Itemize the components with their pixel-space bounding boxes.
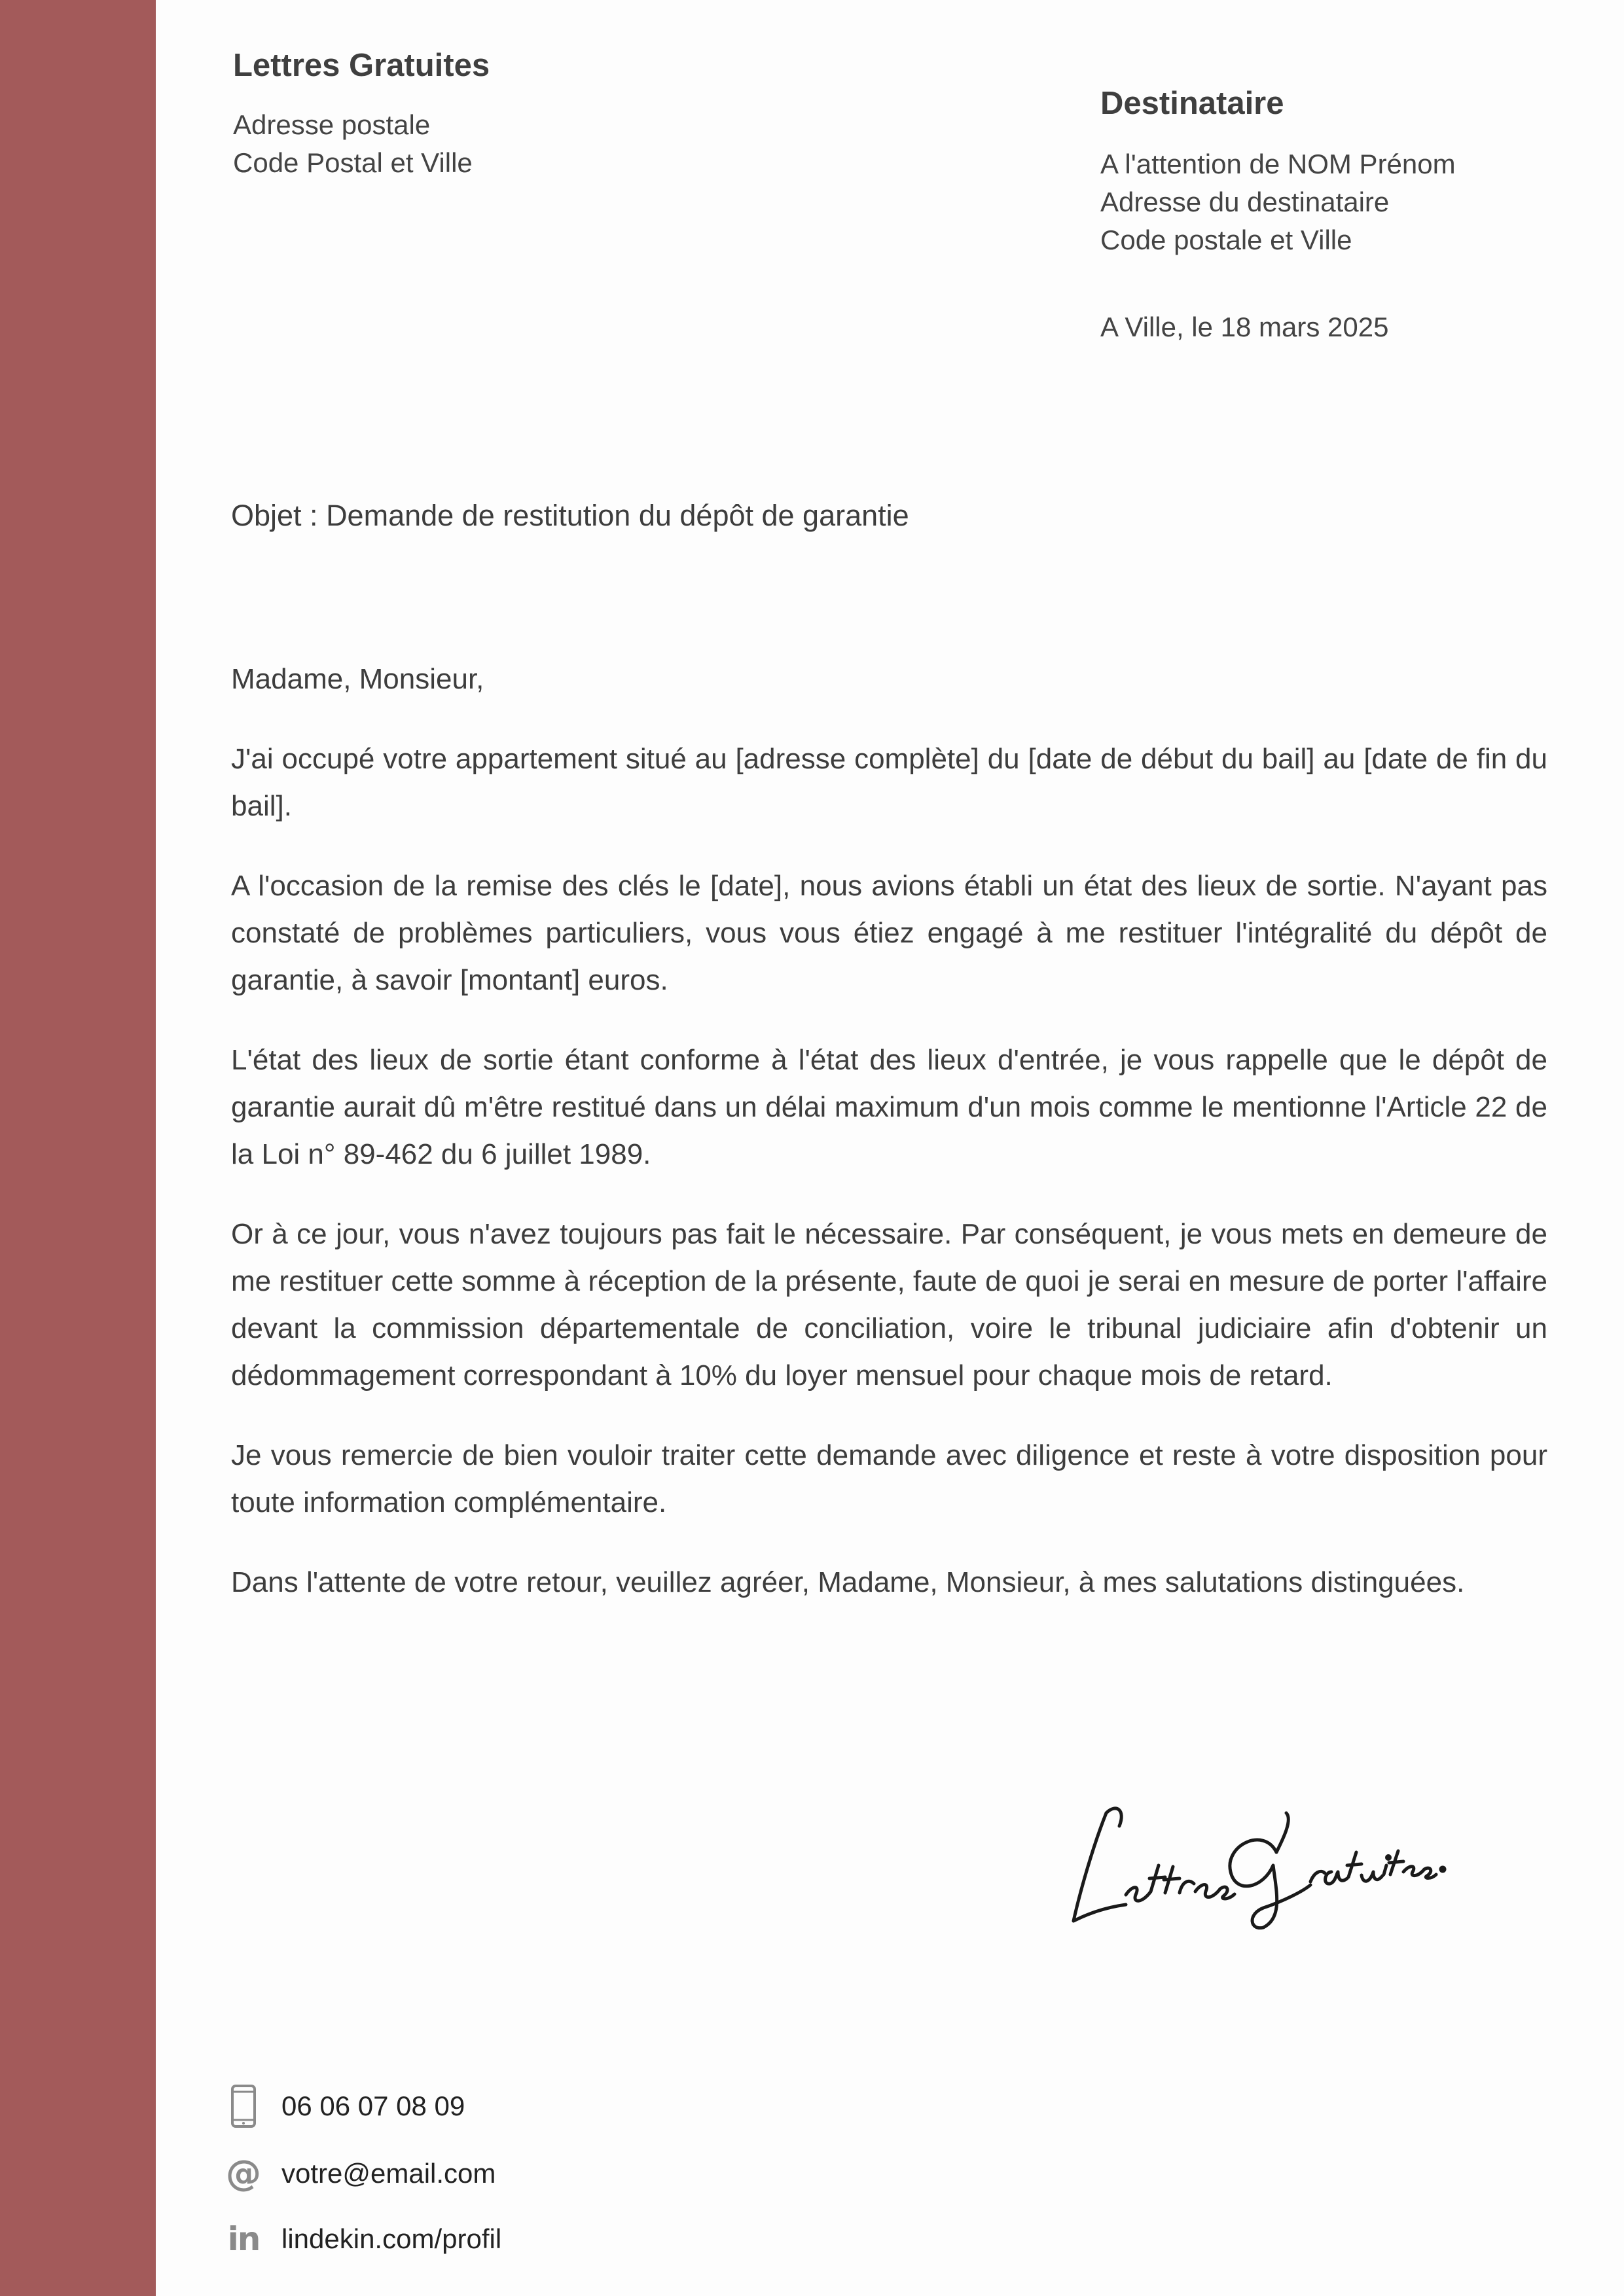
smartphone-icon bbox=[229, 2083, 258, 2129]
recipient-attention-line: A l'attention de NOM Prénom bbox=[1100, 149, 1456, 179]
contact-email bbox=[226, 2151, 496, 2197]
closing-paragraph: Dans l'attente de votre retour, veuillez agréer, Madame, Monsieur, à mes salutations distinguées. bbox=[231, 1566, 1465, 1598]
recipient-title: Destinataire bbox=[1100, 86, 1284, 121]
sender-address bbox=[233, 106, 473, 182]
sender-postal-city: Code Postal et Ville bbox=[233, 147, 473, 178]
body-paragraph: L'état des lieux de sortie étant conforme à l'état des lieux d'entrée, je vous rappelle que le dépôt de garantie aurait dû m'être restitué dans un délai maximum d'un mois comme le mentionne l'Article 22 de la Loi n° 89-462 du 6 juillet 1989. bbox=[231, 1044, 1547, 1170]
contact-website bbox=[229, 2216, 501, 2262]
handwritten-signature bbox=[1067, 1774, 1447, 1944]
email-address: votre@email.com bbox=[281, 2158, 496, 2189]
sender-address-line: Adresse postale bbox=[233, 109, 431, 140]
greeting: Madame, Monsieur, bbox=[231, 663, 484, 695]
body-paragraph: Je vous remercie de bien vouloir traiter cette demande avec diligence et reste à votre disposition pour toute information complémentaire. bbox=[231, 1439, 1547, 1518]
recipient-address-line: Adresse du destinataire bbox=[1100, 187, 1390, 217]
side-color-band bbox=[0, 0, 156, 2296]
recipient-address bbox=[1100, 145, 1456, 259]
body-paragraph: Or à ce jour, vous n'avez toujours pas fait le nécessaire. Par conséquent, je vous mets en demeure de me restituer cette somme à réception de la présente, faute de quoi je serai en mesure de porter l'affaire devant la commission départementale de conciliation, voire le tribunal judiciaire afin d'obtenir un dédommagement correspondant à 10% du loyer mensuel pour chaque mois de retard. bbox=[231, 1218, 1547, 1391]
sender-name: Lettres Gratuites bbox=[233, 48, 490, 83]
letter-subject: Objet : Demande de restitution du dépôt de garantie bbox=[231, 499, 909, 532]
recipient-postal-city: Code postale et Ville bbox=[1100, 224, 1352, 255]
phone-number: 06 06 07 08 09 bbox=[281, 2090, 465, 2121]
at-sign-icon: @ bbox=[226, 2153, 261, 2194]
body-paragraph: A l'occasion de la remise des clés le [date], nous avions établi un état des lieux de sortie. N'ayant pas constaté de problèmes particuliers, vous vous étiez engagé à me restituer l'intégralité du dépôt de garantie, à savoir [montant] euros. bbox=[231, 870, 1547, 996]
letter-body bbox=[231, 656, 1547, 1639]
letter-date: A Ville, le 18 mars 2025 bbox=[1100, 312, 1389, 342]
website-url: lindekin.com/profil bbox=[281, 2223, 502, 2254]
linkedin-icon: in bbox=[227, 2220, 260, 2258]
body-paragraph: J'ai occupé votre appartement situé au [adresse complète] du [date de début du bail] au [date de fin du bail]. bbox=[231, 743, 1547, 822]
contact-phone bbox=[229, 2083, 465, 2129]
